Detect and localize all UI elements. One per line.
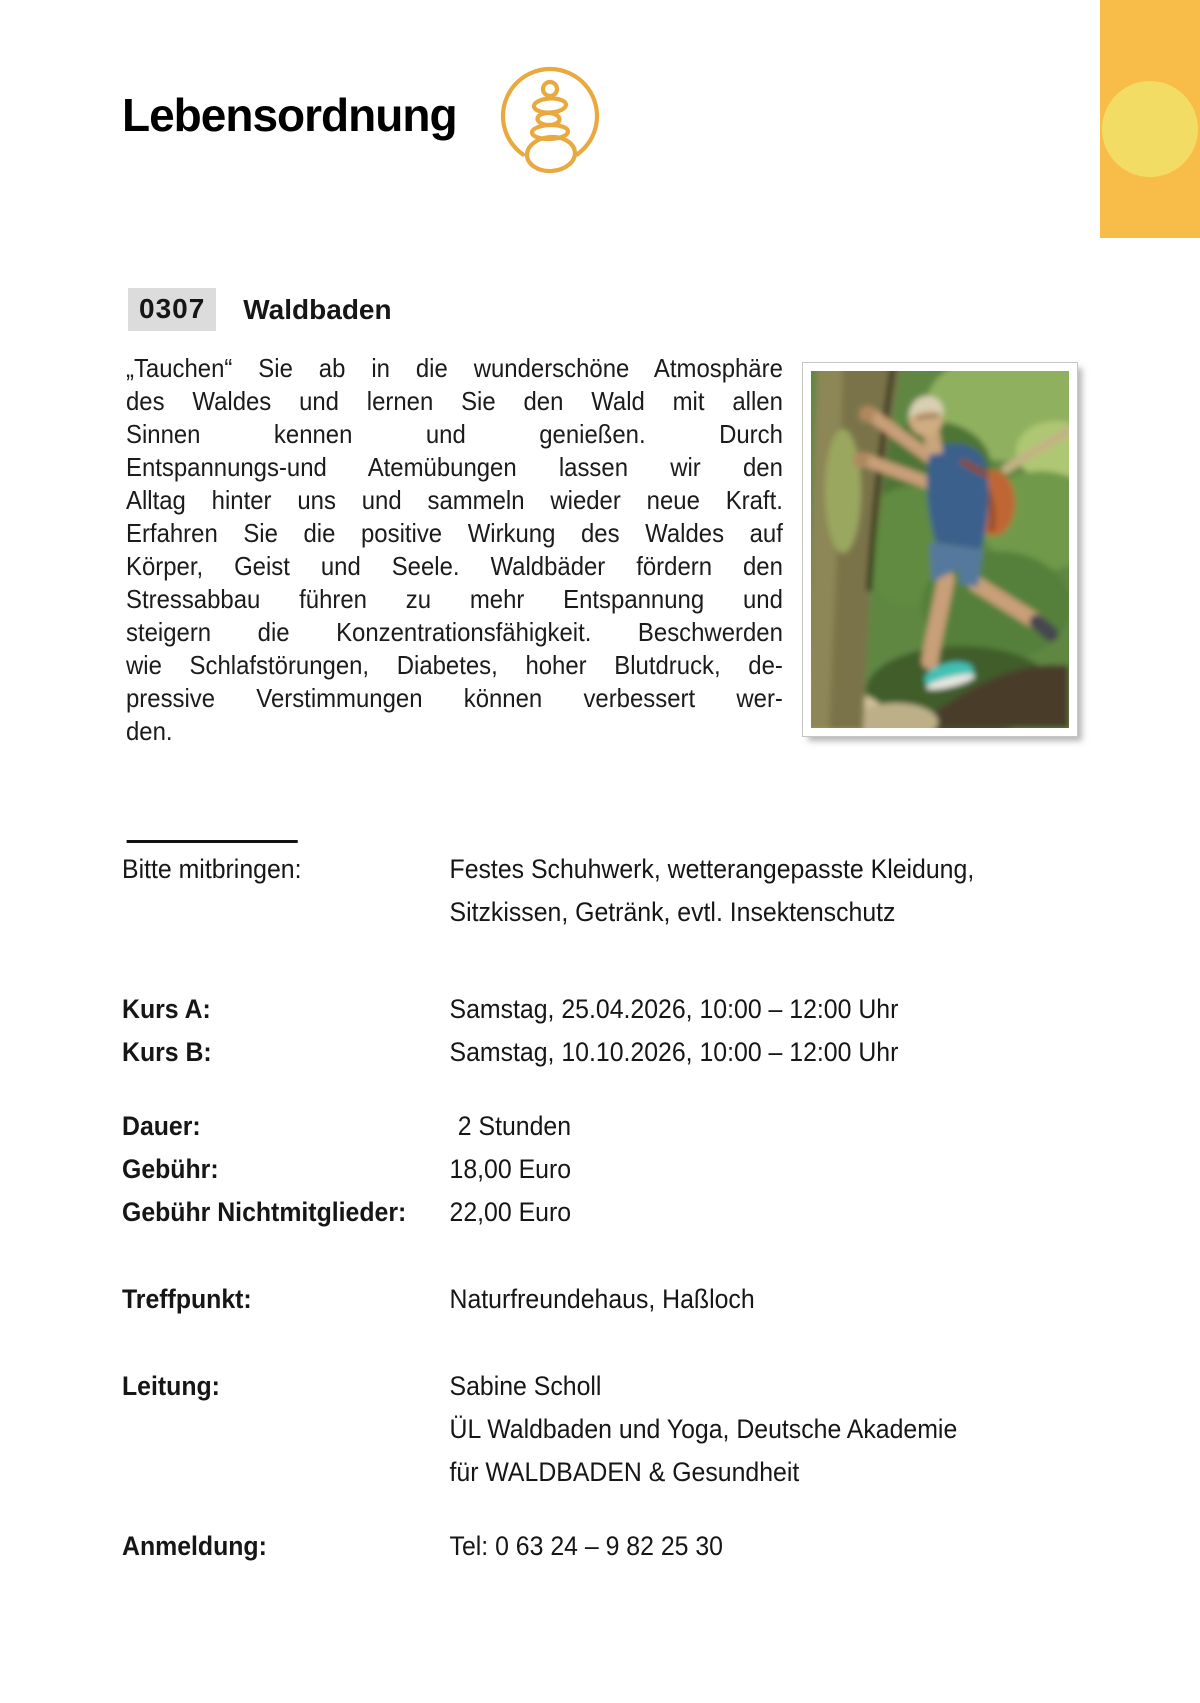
body-line: Sinnen kennen und genießen. Durch (126, 419, 783, 449)
cairn-icon (498, 64, 602, 176)
detail-value-line: Festes Schuhwerk, wetterangepasste Kleidung, (449, 854, 975, 884)
body-line: Stressabbau führen zu mehr Entspannung und (126, 584, 783, 614)
detail-value-line: Sabine Scholl (449, 1371, 602, 1401)
detail-value (450, 1191, 1006, 1234)
body-line: wie Schlafstörungen, Diabetes, hoher Blutdruck, de- (126, 650, 783, 680)
detail-label: Bitte mitbringen: (122, 854, 302, 884)
detail-value-line: Samstag, 25.04.2026, 10:00 – 12:00 Uhr (449, 994, 899, 1024)
detail-row-gebuehr (122, 1148, 1005, 1191)
detail-value-line: ÜL Waldbaden und Yoga, Deutsche Akademie (449, 1414, 958, 1444)
detail-value (450, 988, 1006, 1031)
course-details (122, 840, 1005, 1568)
detail-value (450, 1365, 1006, 1494)
detail-label: Gebühr: (122, 1154, 219, 1184)
detail-label: Leitung: (122, 1371, 220, 1401)
body-line: Alltag hinter uns und sammeln wieder neue Kraft. (126, 485, 783, 515)
body-line: steigern die Konzentrationsfähigkeit. Beschwerden (126, 617, 783, 647)
course-title: Waldbaden (243, 293, 392, 325)
page-title: Lebensordnung (122, 89, 457, 141)
detail-row-dauer (122, 1105, 1005, 1148)
body-line: des Waldes und lernen Sie den Wald mit allen (126, 386, 783, 416)
detail-value (450, 1148, 1006, 1191)
detail-row-treffpunkt (122, 1278, 1005, 1321)
detail-row-kurs-b (122, 1031, 1005, 1074)
detail-value (450, 1525, 1006, 1568)
detail-value-line: Sitzkissen, Getränk, evtl. Insektenschutz (449, 897, 896, 927)
detail-row-leitung (122, 1365, 1005, 1494)
body-line: Körper, Geist und Seele. Waldbäder fördern den (126, 551, 783, 581)
body-line: den. (126, 716, 173, 746)
detail-value-line: Naturfreundehaus, Haßloch (449, 1284, 755, 1314)
decoration-bar (1100, 0, 1200, 238)
detail-value-line: 18,00 Euro (449, 1154, 572, 1184)
course-photo (802, 362, 1078, 737)
detail-label: Kurs B: (122, 1037, 212, 1067)
detail-label: Gebühr Nichtmitglieder: (122, 1197, 407, 1227)
detail-row-anmeldung (122, 1525, 1005, 1568)
course-number-badge: 0307 (128, 288, 216, 331)
detail-value-line: 22,00 Euro (449, 1197, 572, 1227)
body-line: Entspannungs-und Atemübungen lassen wir den (126, 452, 783, 482)
detail-value (450, 1105, 1006, 1148)
detail-value-line: Tel: 0 63 24 – 9 82 25 30 (449, 1531, 723, 1561)
detail-label: Kurs A: (122, 994, 211, 1024)
detail-value (450, 1031, 1006, 1074)
detail-value (450, 1278, 1006, 1321)
detail-label: Dauer: (122, 1111, 201, 1141)
detail-row-kurs-a (122, 988, 1005, 1031)
detail-row-bitte-mitbringen (122, 848, 1005, 934)
decoration-circle (1102, 81, 1198, 177)
course-description (126, 352, 783, 748)
body-line: Erfahren Sie die positive Wirkung des Waldes auf (126, 518, 783, 548)
divider-line (127, 840, 298, 843)
detail-label: Anmeldung: (122, 1531, 267, 1561)
detail-value-line: 2 Stunden (457, 1111, 572, 1141)
detail-row-gebuehr-nichtmitglieder (122, 1191, 1005, 1234)
detail-label: Treffpunkt: (122, 1284, 252, 1314)
course-heading (128, 288, 392, 331)
detail-value-line: für WALDBADEN & Gesundheit (449, 1457, 800, 1487)
detail-value-line: Samstag, 10.10.2026, 10:00 – 12:00 Uhr (449, 1037, 899, 1067)
body-line: pressive Verstimmungen können verbessert wer- (126, 683, 783, 713)
body-line: „Tauchen“ Sie ab in die wunderschöne Atmosphäre (126, 353, 783, 383)
detail-value (450, 848, 1006, 934)
